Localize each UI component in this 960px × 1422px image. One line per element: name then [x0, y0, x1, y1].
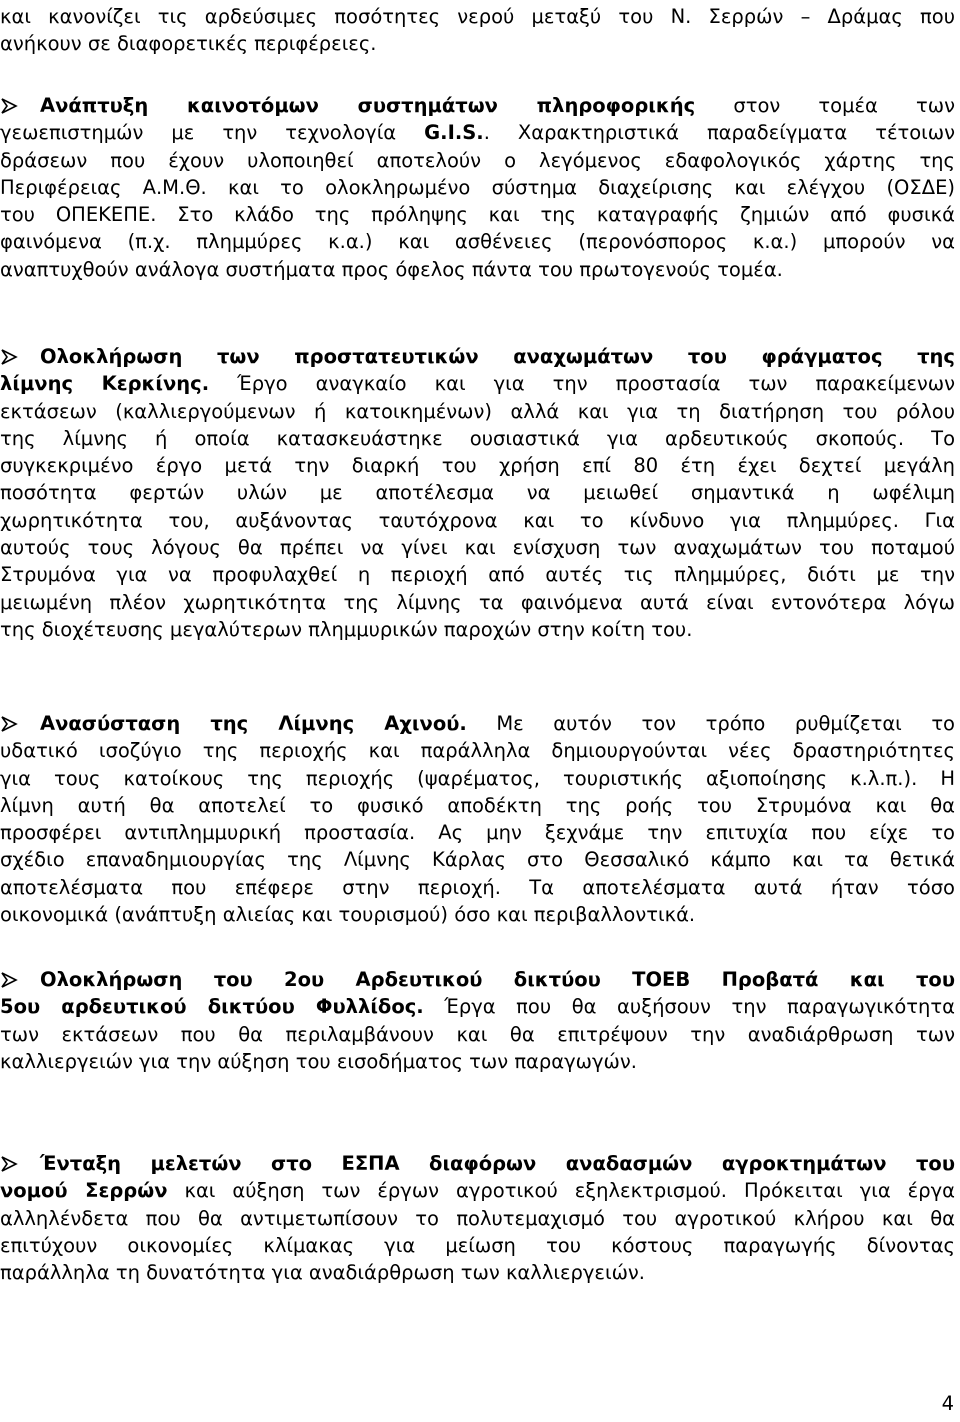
text-line: και κανονίζει τις αρδεύσιμες ποσότητες νερού μεταξύ του Ν. Σερρών – Δράμας που: [0, 5, 955, 28]
text-line: [0, 993, 955, 1020]
section-title: Ανασύσταση της Λίμνης Αχινού.: [40, 712, 467, 735]
text-line: οικονομικά (ανάπτυξη αλιείας και τουρισμού) όσο και περιβαλλοντικά.: [0, 903, 696, 927]
arrow-bullet-icon: [0, 97, 18, 115]
text-line: αναπτυχθούν ανάλογα συστήματα προς όφελος πάντα του πρωτογενούς τομέα.: [0, 257, 783, 281]
text-line: του ΟΠΕΚΕΠΕ. Στο κλάδο της πρόληψης και της καταγραφής ζημιών από φυσικά: [0, 203, 955, 227]
section-title-cont: λίμνης Κερκίνης.: [0, 372, 210, 396]
intro-paragraph: [0, 3, 955, 58]
bullet-title-line: [0, 710, 955, 737]
text-line: εκτάσεων (καλλιεργούμενων ή κατοικημένων) αλλά και για τη διατήρηση του ρόλου: [0, 399, 955, 423]
text-fragment: Έργα που θα αυξήσουν την παραγωγικότητα: [423, 995, 955, 1019]
page-number: 4: [941, 1392, 954, 1415]
section-toev: [0, 966, 955, 1075]
text-fragment: και αύξηση των έργων αγροτικού εξηλεκτρισμού. Πρόκειται για έργα: [167, 1179, 955, 1203]
text-line: χωρητικότητα του, αυξάνοντας ταυτόχρονα και το κίνδυνο για πλημμύρες. Για: [0, 508, 955, 532]
bullet-title-line: [0, 343, 955, 370]
text-line: Περιφέρειας Α.Μ.Θ. και το ολοκληρωμένο σύστημα διαχείρισης και ελέγχου (ΟΣΔΕ): [0, 175, 955, 199]
text-line: συγκεκριμένο έργο μετά την διαρκή του χρήση επί 80 έτη έχει δεχτεί μεγάλη: [0, 454, 955, 478]
text-fragment: Έργο αναγκαίο και για την προστασία των παρακείμενων: [209, 372, 955, 396]
text-line: [0, 370, 955, 397]
text-line: υδατικό ισοζύγιο της περιοχής και παράλληλα δημιουργούνται νέες δραστηριότητες: [0, 739, 955, 763]
text-fragment: . Χαρακτηριστικά παραδείγματα τέτοιων: [483, 121, 956, 145]
section-title: Ολοκλήρωση των προστατευτικών αναχωμάτων του φράγματος της: [40, 345, 955, 368]
text-fragment: στον τομέα των: [695, 94, 955, 117]
text-line: καλλιεργειών για την αύξηση του εισοδήματος των παραγωγών.: [0, 1049, 637, 1073]
text-line: για τους κατοίκους της περιοχής (ψαρέματος, τουριστικής αξιοποίησης κ.λ.π.). Η: [0, 766, 955, 790]
text-fragment: Με αυτόν τον τρόπο ρυθμίζεται το: [466, 712, 955, 735]
text-line: αποτελέσματα που επέφερε στην περιοχή. Τα αποτελέσματα αυτά ήταν τόσο: [0, 875, 955, 899]
text-line: [0, 119, 955, 146]
text-line: επιτύχουν οικονομίες κλίμακας για μείωση του κόστους παραγωγής δίνοντας: [0, 1233, 955, 1257]
section-title-cont: νομού Σερρών: [0, 1179, 168, 1203]
text-line: σχέδιο επαναδημιουργίας της Λίμνης Κάρλας στο Θεσσαλικό κάμπο και τα θετικά: [0, 848, 955, 872]
bullet-title-line: [0, 1150, 955, 1177]
text-line: λίμνη αυτή θα αποτελεί το φυσικό αποδέκτη της ροής του Στρυμόνα και θα: [0, 793, 955, 817]
text-line: της διοχέτευσης μεγαλύτερων πλημμυρικών παροχών στην κοίτη του.: [0, 617, 693, 641]
arrow-bullet-icon: [0, 971, 18, 989]
text-line: παράλληλα τη δυνατότητα για αναδιάρθρωση των καλλιεργειών.: [0, 1261, 645, 1285]
text-line: δράσεων που έχουν υλοποιηθεί αποτελούν ο λεγόμενος εδαφολογικός χάρτης της: [0, 148, 955, 172]
text-line: αλληλένδετα που θα αντιμετωπίσουν το πολυτεμαχισμό του αγροτικού κλήρου και θα: [0, 1206, 955, 1230]
text-line: αυτούς τους λόγους θα πρέπει να γίνει και ενίσχυση των αναχωμάτων του ποταμού: [0, 536, 955, 560]
section-achinos: [0, 710, 955, 928]
text-line: μειωμένη πλέον χωρητικότητα της λίμνης τα φαινόμενα αυτά είναι εντονότερα λόγω: [0, 590, 955, 614]
arrow-bullet-icon: [0, 715, 18, 733]
section-title: Ολοκλήρωση του 2ου Αρδευτικού δικτύου ΤΟΕΒ Προβατά και του: [40, 968, 955, 991]
text-line: ανήκουν σε διαφορετικές περιφέρειες.: [0, 32, 377, 56]
text-line: [0, 1177, 955, 1204]
section-title-cont: 5ου αρδευτικού δικτύου Φυλλίδος.: [0, 995, 424, 1019]
arrow-bullet-icon: [0, 1155, 18, 1173]
section-title: Ανάπτυξη καινοτόμων συστημάτων πληροφορικής: [40, 94, 696, 117]
section-gis: [0, 92, 955, 283]
section-espa: [0, 1150, 955, 1286]
text-line: των εκτάσεων που θα περιλαμβάνουν και θα επιτρέψουν την αναδιάρθρωση των: [0, 1022, 955, 1046]
section-title: Ένταξη μελετών στο ΕΣΠΑ διαφόρων αναδασμών αγροκτημάτων του: [40, 1152, 955, 1175]
bullet-title-line: [0, 966, 955, 993]
section-kerkini: [0, 343, 955, 643]
text-line: Στρυμόνα για να προφυλαχθεί η περιοχή από αυτές τις πλημμύρες, διότι με την: [0, 563, 955, 587]
arrow-bullet-icon: [0, 348, 18, 366]
bullet-title-line: [0, 92, 955, 119]
text-line: προσφέρει αντιπλημμυρική προστασία. Ας μην ξεχνάμε την επιτυχία που είχε το: [0, 821, 955, 845]
gis-term: G.I.S.: [424, 121, 484, 145]
text-line: ποσότητα φερτών υλών με αποτέλεσμα να μειωθεί σημαντικά η ωφέλιμη: [0, 481, 955, 505]
text-line: φαινόμενα (π.χ. πλημμύρες κ.α.) και ασθένειες (περονόσπορος κ.α.) μπορούν να: [0, 230, 955, 254]
text-line: της λίμνης ή οποία κατασκευάστηκε ουσιαστικά για αρδευτικούς σκοπούς. Το: [0, 426, 955, 450]
text-fragment: γεωεπιστημών με την τεχνολογία: [0, 121, 425, 145]
